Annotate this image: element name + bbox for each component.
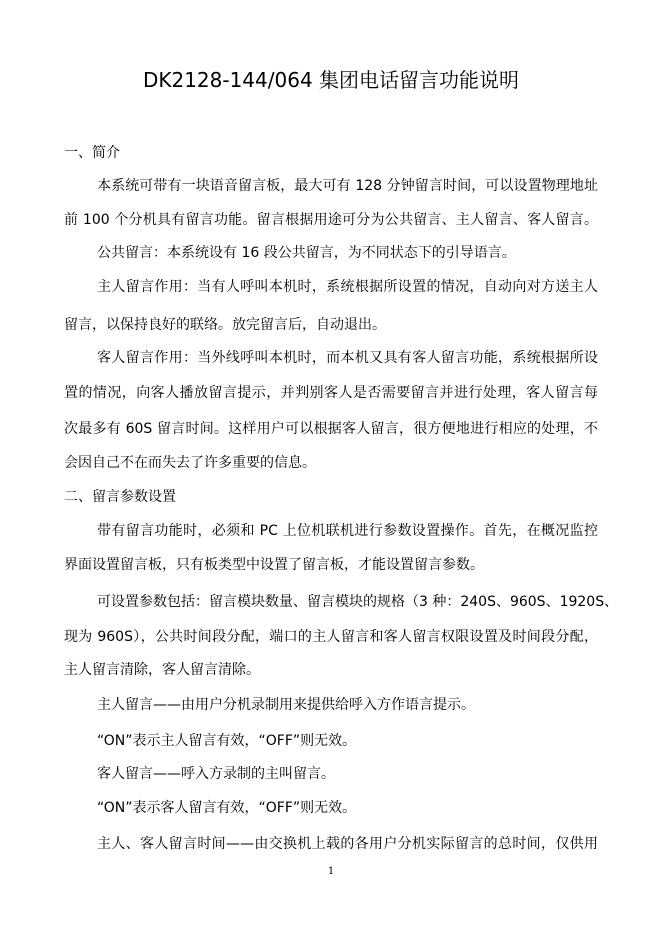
paragraph-line: 主人留言作用：当有人呼叫本机时，系统根据所设置的情况，自动向对方送主人: [97, 279, 598, 295]
paragraph-line: 置的情况，向客人播放留言提示，并判别客人是否需要留言并进行处理，客人留言每: [64, 385, 598, 401]
definition-line: “ON”表示客人留言有效，“OFF”则无效。: [97, 800, 357, 816]
definition-line: 主人、客人留言时间——由交换机上载的各用户分机实际留言的总时间，仅供用: [97, 836, 598, 852]
page-number: 1: [327, 866, 335, 877]
document-title: DK2128-144/064 集团电话留言功能说明: [142, 68, 520, 92]
paragraph-line: 可设置参数包括：留言模块数量、留言模块的规格（3 种：240S、960S、1920S、: [97, 594, 619, 610]
paragraph-line: 留言，以保持良好的联络。放完留言后，自动退出。: [64, 317, 386, 333]
paragraph-line: 次最多有 60S 留言时间。这样用户可以根据客人留言，很方便地进行相应的处理，不: [64, 421, 598, 437]
paragraph-line: 主人留言清除，客人留言清除。: [64, 662, 260, 678]
paragraph-line: 界面设置留言板，只有板类型中设置了留言板，才能设置留言参数。: [64, 557, 484, 573]
paragraph-line: 带有留言功能时，必须和 PC 上位机联机进行参数设置操作。首先，在概况监控: [97, 523, 598, 539]
paragraph-line: 前 100 个分机具有留言功能。留言根据用途可分为公共留言、主人留言、客人留言。: [64, 212, 598, 228]
paragraph-line: 会因自己不在而失去了许多重要的信息。: [64, 455, 316, 471]
paragraph-line: 现为 960S），公共时间段分配，端口的主人留言和客人留言权限设置及时间段分配，: [64, 629, 598, 645]
section-heading-params: 二、留言参数设置: [64, 489, 176, 505]
definition-line: “ON”表示主人留言有效，“OFF”则无效。: [97, 733, 357, 749]
definition-line: 主人留言——由用户分机录制用来提供给呼入方作语言提示。: [97, 697, 475, 713]
paragraph-line: 客人留言作用：当外线呼叫本机时，而本机又具有客人留言功能，系统根据所设: [97, 350, 598, 366]
section-heading-intro: 一、简介: [64, 145, 120, 161]
paragraph-line: 公共留言：本系统设有 16 段公共留言，为不同状态下的引导语言。: [97, 245, 516, 261]
paragraph-line: 本系统可带有一块语音留言板，最大可有 128 分钟留言时间，可以设置物理地址: [97, 178, 598, 194]
definition-line: 客人留言——呼入方录制的主叫留言。: [97, 766, 335, 782]
